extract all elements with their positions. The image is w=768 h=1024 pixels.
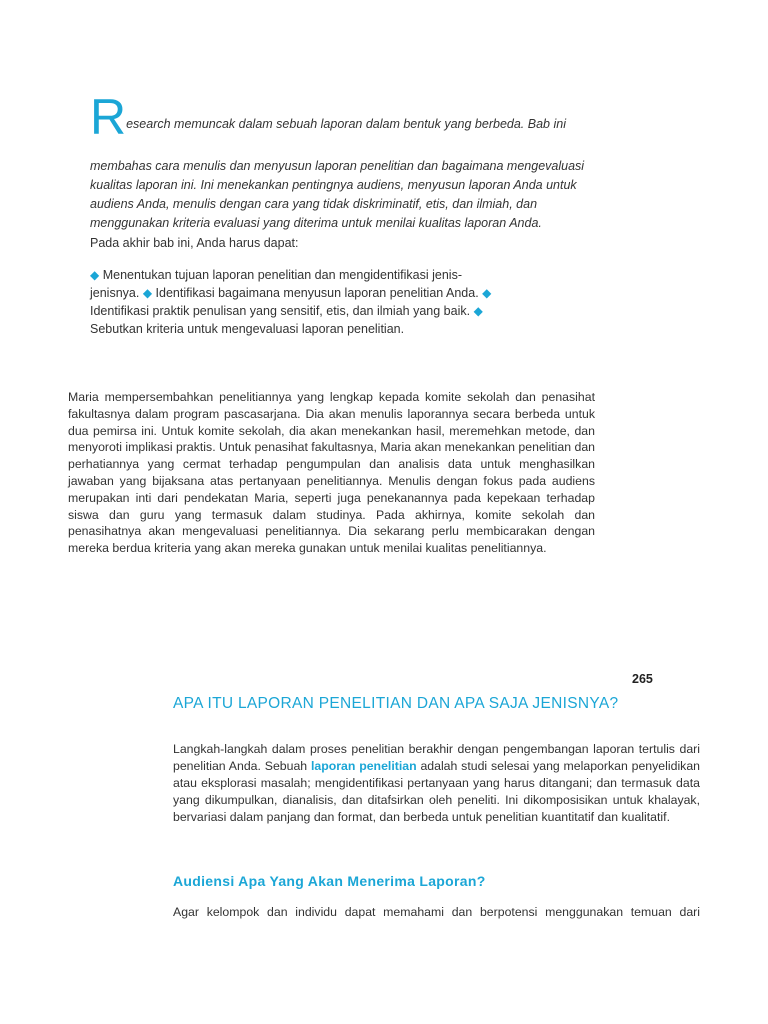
diamond-icon: ◆ <box>90 268 100 282</box>
objectives-list <box>90 266 510 338</box>
subsection-heading: Audiensi Apa Yang Akan Menerima Laporan? <box>173 873 486 889</box>
intro-paragraph: membahas cara menulis dan menyusun laporan penelitian dan bagaimana mengevaluasi kualitas laporan ini. Ini menekankan pentingnya audiens, menyusun laporan Anda untuk audiens Anda, menulis dengan cara yang tidak diskriminatif, etis, dan ilmiah, dan menggunakan kriteria evaluasi yang diterima untuk menilai kualitas laporan Anda. <box>90 159 585 230</box>
body-text: adalah studi selesai yang melaporkan penyelidikan atau eksplorasi masalah; mengidentifikasi pertanyaan yang harus ditangani; dan termasuk data yang dikumpulkan, dianalisis, dan ditafsirkan oleh peneliti. Ini dikomposisikan untuk khalayak, bervariasi dalam panjang dan format, dan berbeda untuk penelitian kuantitatif dan kualitatif. <box>173 759 700 824</box>
diamond-icon: ◆ <box>142 286 153 300</box>
objectives-intro: Pada akhir bab ini, Anda harus dapat: <box>90 236 299 250</box>
diamond-icon: ◆ <box>473 304 483 318</box>
objective-item: Identifikasi bagaimana menyusun laporan penelitian Anda. <box>155 286 479 300</box>
page-number: 265 <box>632 672 653 686</box>
objective-item: Sebutkan kriteria untuk mengevaluasi laporan penelitian. <box>90 322 405 336</box>
drop-cap: R <box>90 89 127 145</box>
subsection-body: Agar kelompok dan individu dapat memahami dan berpotensi menggunakan temuan dari <box>173 905 700 919</box>
section-heading: APA ITU LAPORAN PENELITIAN DAN APA SAJA JENISNYA? <box>173 695 619 712</box>
intro-first-line-text: esearch memuncak dalam sebuah laporan dalam bentuk yang berbeda. Bab ini <box>126 117 566 131</box>
objective-item: Menentukan tujuan laporan penelitian dan mengidentifikasi jenis-jenisnya. <box>90 268 462 300</box>
key-term: laporan penelitian <box>310 759 417 773</box>
diamond-icon: ◆ <box>482 286 492 300</box>
body-text: Langkah-langkah dalam proses penelitian berakhir dengan pengembangan laporan tertulis dari penelitian Anda. Sebuah <box>173 742 700 773</box>
opening-vignette: Maria mempersembahkan penelitiannya yang lengkap kepada komite sekolah dan penasihat fakultasnya dalam program pascasarjana. Dia akan menulis laporannya secara berbeda untuk dua pemirsa ini. Untuk komite sekolah, dia akan menekankan hasil, meremehkan metode, dan menyoroti implikasi praktis. Untuk penasihat fakultasnya, Maria akan menekankan penelitian dan perhatiannya yang cermat terhadap pengumpulan dan analisis data untuk menghasilkan jawaban yang bijaksana atas pertanyaan penelitiannya. Menulis dengan fokus pada audiens merupakan inti dari pendekatan Maria, seperti juga penekanannya pada kepekaan terhadap siswa dan guru yang termasuk dalam studinya. Pada akhirnya, komite sekolah dan penasihatnya akan mengevaluasi penelitiannya. Dia sekarang perlu membicarakan dengan mereka berdua kriteria yang akan mereka gunakan untuk menilai kualitas penelitiannya. <box>68 390 596 556</box>
intro-first-line <box>90 89 600 145</box>
objective-item: Identifikasi praktik penulisan yang sensitif, etis, dan ilmiah yang baik. <box>90 304 471 318</box>
section-body <box>173 741 700 826</box>
chapter-intro <box>90 89 600 233</box>
